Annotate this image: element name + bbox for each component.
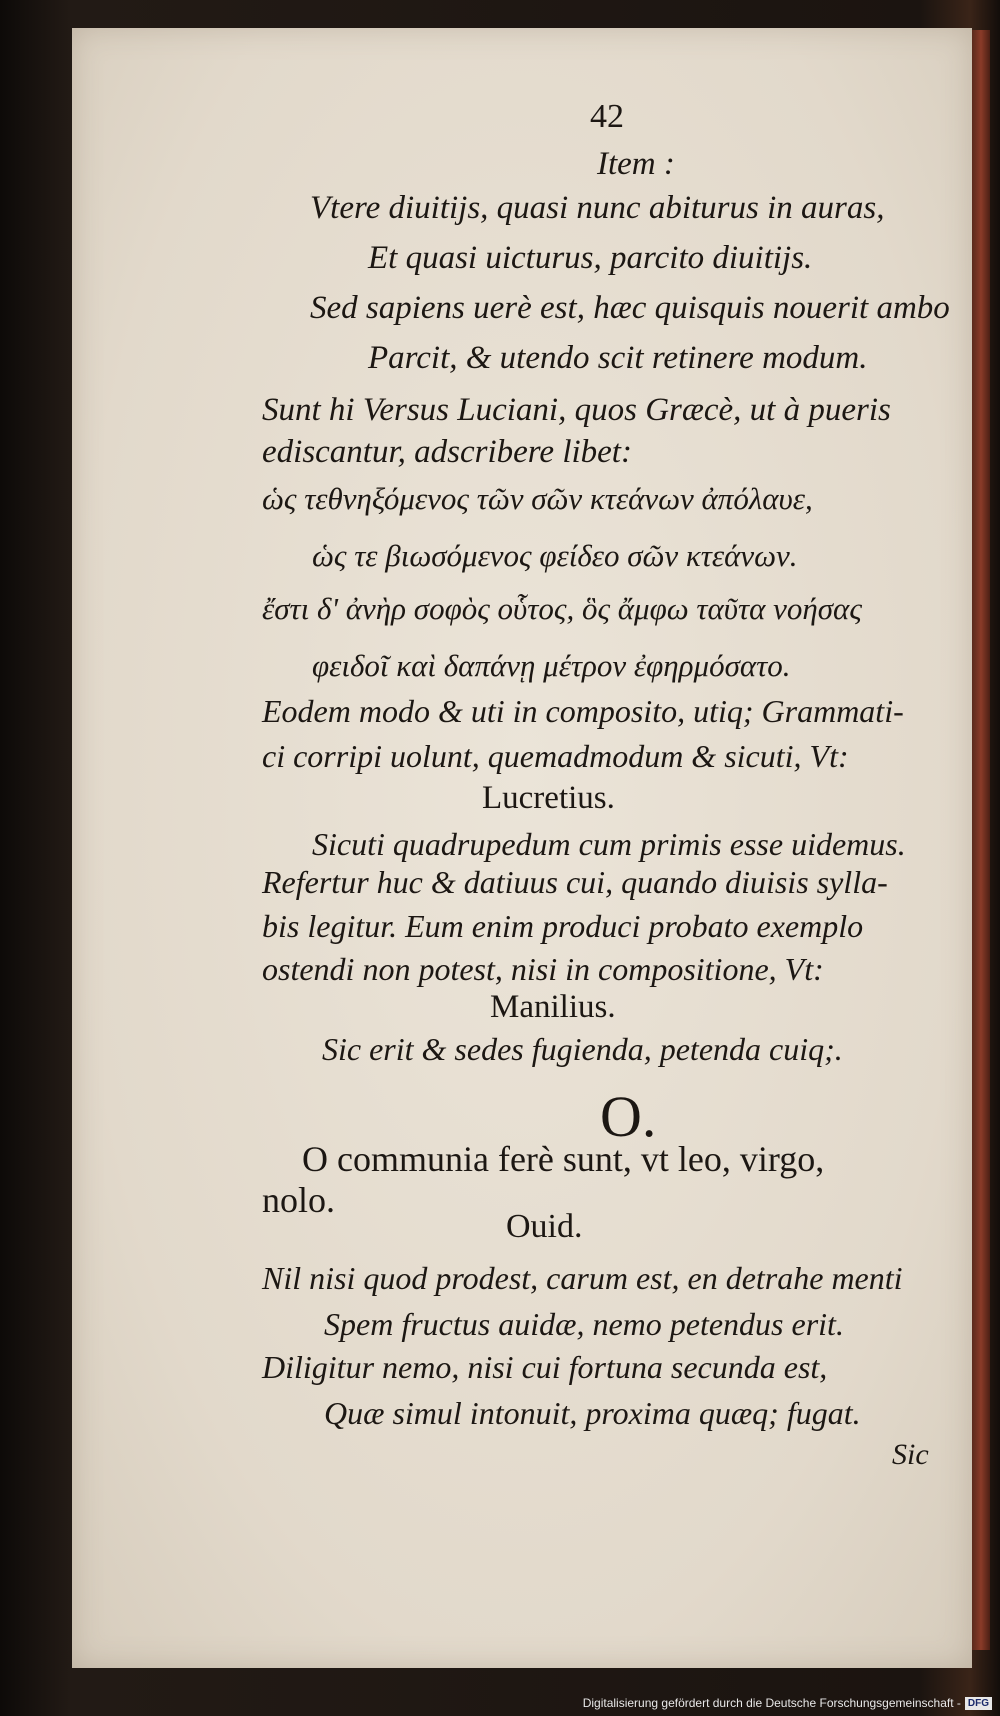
prose-line: Eodem modo & uti in composito, utiq; Grammati-	[262, 693, 904, 729]
verse-line: Parcit, & utendo scit retinere modum.	[368, 340, 868, 376]
digitization-footer	[583, 1694, 992, 1712]
verse-line: Nil nisi quod prodest, carum est, en detrahe menti	[262, 1260, 903, 1296]
author-heading: Ouid.	[506, 1208, 583, 1245]
prose-line: O communia ferè sunt, vt leo, virgo,	[302, 1139, 825, 1179]
verse-line: Spem fructus auidæ, nemo petendus erit.	[324, 1306, 844, 1342]
verse-line: Sed sapiens uerè est, hæc quisquis nouerit ambo	[310, 290, 950, 326]
author-heading: Manilius.	[490, 989, 616, 1025]
catchword: Sic	[892, 1438, 929, 1471]
book-spine-edge	[972, 30, 990, 1650]
author-heading: Lucretius.	[482, 780, 615, 816]
book-page	[72, 28, 972, 1668]
prose-line: ci corripi uolunt, quemadmodum & sicuti, Vt:	[262, 738, 849, 774]
verse-line: Sicuti quadrupedum cum primis esse uidemus.	[312, 826, 906, 862]
page-text	[72, 28, 972, 1668]
greek-verse-line: ὡς τεθνηξόμενος τῶν σῶν κτεάνων ἀπόλαυε,	[262, 481, 813, 516]
greek-verse-line: ἔστι δ' ἀνὴρ σοφὸς οὗτος, ὃς ἄμφω ταῦτα νοήσας	[262, 591, 862, 626]
prose-line: bis legitur. Eum enim produci probato exemplo	[262, 908, 864, 944]
verse-line: Vtere diuitijs, quasi nunc abiturus in auras,	[310, 190, 885, 226]
prose-line: Refertur huc & datiuus cui, quando diuisis sylla-	[262, 864, 888, 900]
verse-line: Quæ simul intonuit, proxima quæq; fugat.	[324, 1395, 861, 1431]
page-number: 42	[590, 98, 624, 135]
heading-item: Item :	[597, 146, 675, 182]
greek-verse-line: φειδοῖ καὶ δαπάνῃ μέτρον ἐφηρμόσατο.	[312, 648, 791, 683]
verse-line: Diligitur nemo, nisi cui fortuna secunda est,	[262, 1349, 828, 1385]
prose-line: ediscantur, adscribere libet:	[262, 434, 632, 470]
footer-credit: Digitalisierung gefördert durch die Deutsche Forschungsgemeinschaft -	[582, 1696, 961, 1710]
greek-verse-line: ὡς τε βιωσόμενος φείδεο σῶν κτεάνων.	[312, 538, 798, 573]
dfg-logo: DFG	[965, 1697, 992, 1710]
prose-line: nolo.	[262, 1180, 336, 1220]
section-letter-heading: O.	[600, 1084, 657, 1149]
verse-line: Sic erit & sedes fugienda, petenda cuiq;.	[322, 1031, 843, 1067]
prose-line: ostendi non potest, nisi in compositione, Vt:	[262, 951, 824, 987]
prose-line: Sunt hi Versus Luciani, quos Græcè, ut à pueris	[262, 392, 891, 428]
verse-line: Et quasi uicturus, parcito diuitijs.	[368, 240, 813, 276]
